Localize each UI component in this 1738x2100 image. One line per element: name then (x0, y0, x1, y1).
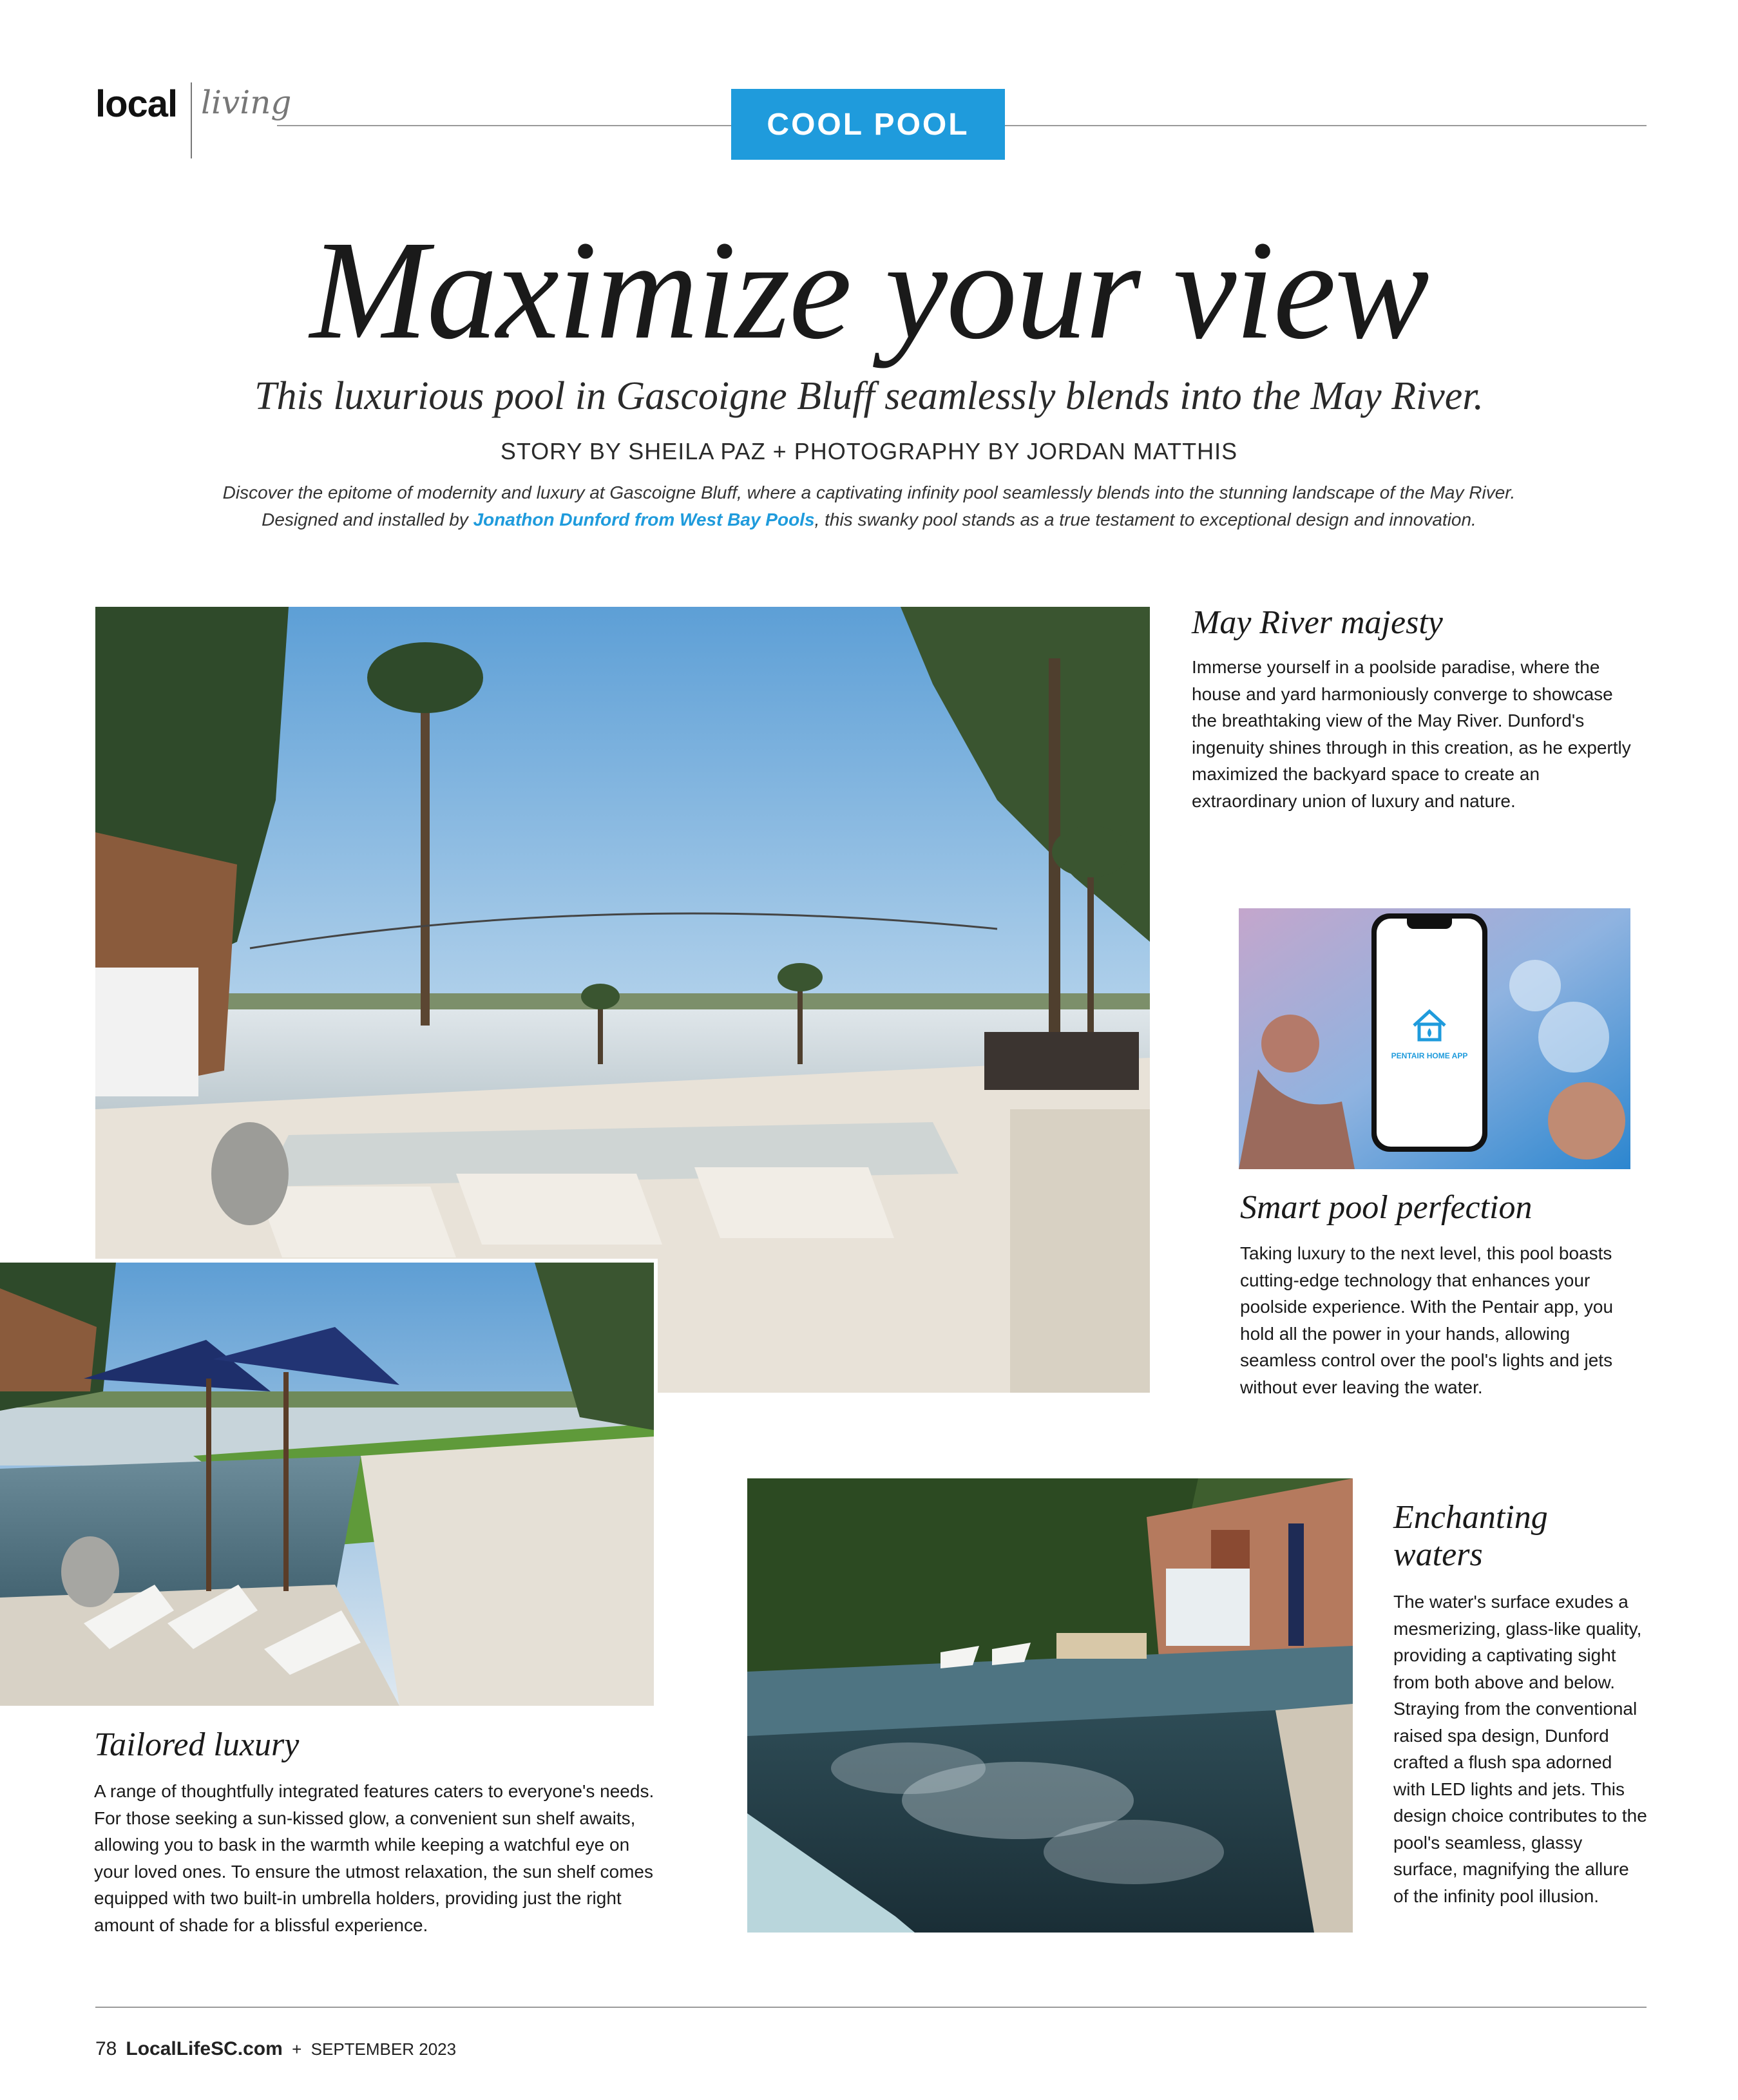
brand-logo: local (95, 83, 178, 125)
issue-date: SEPTEMBER 2023 (310, 2039, 457, 2059)
phone-notch (1407, 919, 1452, 929)
article-subtitle: This luxurious pool in Gascoigne Bluff seamlessly blends into the May River. (254, 374, 1484, 418)
pentair-app-icon (1377, 1009, 1482, 1045)
section-name: living (201, 84, 292, 121)
section-body: The water's surface exudes a mesmerizing, glass-like quality, providing a captivating sight from both above and below. Straying from the conventional raised spa design, Dunford crafted a flush spa adorned with LED lights and jets. This design choice contributes to the pool's seamless, glassy surface, magnifying the allure of the infinity pool illusion. (1393, 1592, 1647, 1906)
section-heading: Tailored luxury (94, 1726, 300, 1763)
section-body: Taking luxury to the next level, this pool boasts cutting-edge technology that enhances your poolside experience. With the Pentair app, you hold all the power in your hands, allowing seamless control over the pool's lights and jets without ever leaving the water. (1240, 1243, 1614, 1397)
section-heading: Smart pool perfection (1240, 1189, 1533, 1226)
header-rule-right (1005, 125, 1647, 126)
footer-rule (95, 2007, 1647, 2008)
intro-paragraph (148, 479, 1590, 533)
phone-device (1371, 913, 1487, 1152)
page-footer (95, 2038, 456, 2060)
intro-line-1: Discover the epitome of modernity and luxury at Gascoigne Bluff, where a captivating infinity pool seamlessly blends into the stunning landscape of the May River. (222, 482, 1516, 502)
header-rule-left (277, 125, 731, 126)
designer-link[interactable]: Jonathon Dunford from West Bay Pools (473, 510, 815, 530)
section-body: A range of thoughtfully integrated features caters to everyone's needs. For those seeking a sun-kissed glow, a convenient sun shelf awaits, allowing you to bask in the warmth while keeping a watchful eye on your loved ones. To ensure the utmost relaxation, the sun shelf comes equipped with two built-in umbrella holders, providing just the right amount of shade for a blissful experience. (94, 1781, 654, 1935)
byline: STORY BY SHEILA PAZ + PHOTOGRAPHY BY JORDAN MATTHIS (500, 438, 1238, 464)
brand-divider (191, 82, 192, 158)
section-tag: COOL POOL (731, 89, 1005, 160)
section-body: Immerse yourself in a poolside paradise, where the house and yard harmoniously converge to showcase the breathtaking view of the May River. Dunford's ingenuity shines through in this creation, as he expertly maximized the backyard space to create an extraordinary union of luxury and nature. (1192, 657, 1631, 811)
spa-photo (747, 1478, 1353, 1933)
sun-shelf-photo (0, 1263, 654, 1706)
intro-line-2: Designed and installed by Jonathon Dunford from West Bay Pools, this swanky pool stands as a true testament to exceptional design and innovation. (262, 510, 1476, 530)
article-title: Maximize your view (310, 211, 1428, 368)
section-heading: Enchanting waters (1393, 1499, 1548, 1573)
phone-screen (1377, 919, 1482, 1147)
footer-separator: + (292, 2039, 302, 2059)
app-label: PENTAIR HOME APP (1391, 1051, 1468, 1060)
website-link[interactable]: LocalLifeSC.com (126, 2038, 283, 2059)
section-heading: May River majesty (1192, 604, 1443, 641)
page-number: 78 (95, 2038, 117, 2059)
